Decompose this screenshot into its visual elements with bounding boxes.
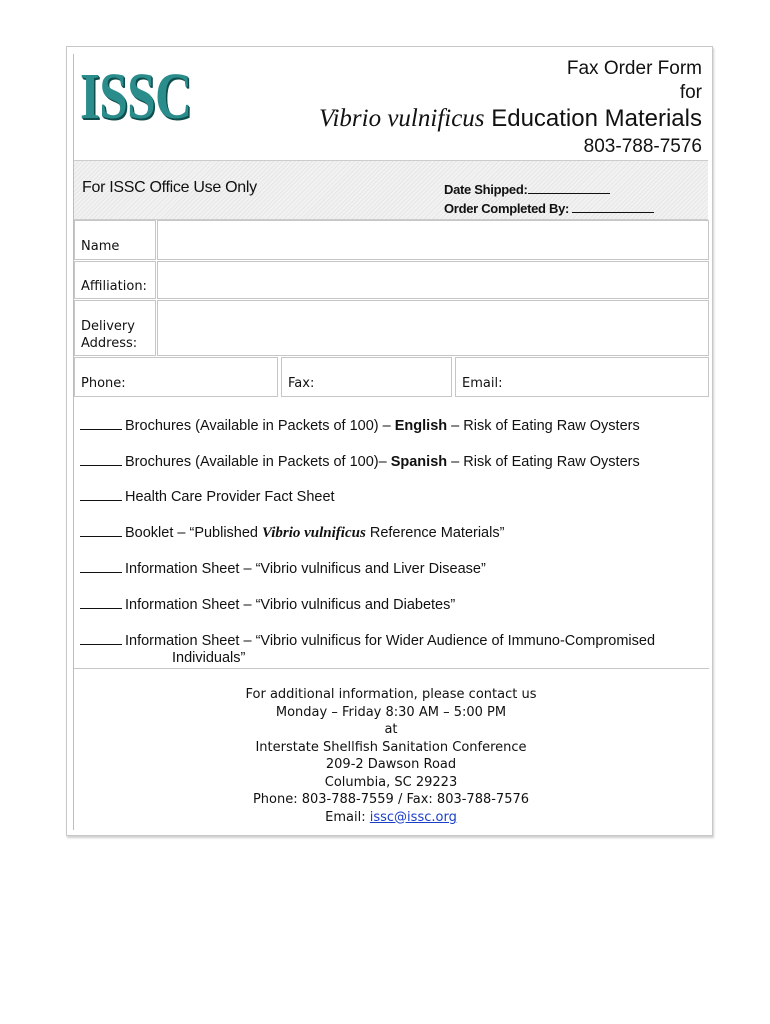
qty-blank[interactable] bbox=[80, 596, 122, 609]
item-diabetes[interactable]: Information Sheet – “Vibrio vulnificus and Diabetes” bbox=[80, 596, 455, 613]
item-immuno-compromised-cont: Individuals” bbox=[172, 650, 246, 666]
title-italic: Vibrio vulnificus bbox=[319, 105, 485, 132]
item-liver-disease[interactable]: Information Sheet – “Vibrio vulnificus and Liver Disease” bbox=[80, 560, 486, 577]
contact-email-line: Email: issc@issc.org bbox=[325, 809, 457, 825]
name-label-cell bbox=[74, 220, 156, 260]
fax-field[interactable] bbox=[281, 357, 452, 397]
office-use-title: For ISSC Office Use Only bbox=[82, 179, 257, 196]
title-rest: Education Materials bbox=[484, 105, 702, 132]
phone-label: Phone: bbox=[81, 376, 126, 391]
fax-label: Fax: bbox=[288, 376, 315, 391]
delivery-label-2: Address: bbox=[81, 336, 138, 351]
header-phone: 803-788-7576 bbox=[583, 136, 702, 157]
item-brochure-spanish[interactable]: Brochures (Available in Packets of 100)– Spanish – Risk of Eating Raw Oysters bbox=[80, 453, 640, 470]
name-field[interactable] bbox=[157, 220, 709, 260]
order-completed-by: Order Completed By: bbox=[444, 200, 654, 216]
qty-blank[interactable] bbox=[80, 453, 122, 466]
item-brochure-english[interactable]: Brochures (Available in Packets of 100) – English – Risk of Eating Raw Oysters bbox=[80, 417, 640, 434]
item-booklet[interactable]: Booklet – “Published Vibrio vulnificus Reference Materials” bbox=[80, 524, 504, 542]
contact-line-4: Interstate Shellfish Sanitation Conference bbox=[255, 739, 527, 755]
form-title-line2: for bbox=[679, 82, 702, 103]
affiliation-field[interactable] bbox=[157, 261, 709, 299]
contact-line-2: Monday – Friday 8:30 AM – 5:00 PM bbox=[275, 704, 507, 720]
email-field[interactable] bbox=[455, 357, 709, 397]
name-label: Name bbox=[81, 239, 120, 254]
item-immuno-compromised[interactable]: Information Sheet – “Vibrio vulnificus for Wider Audience of Immuno-Compromised bbox=[80, 632, 655, 649]
contact-line-5: 209-2 Dawson Road bbox=[325, 757, 457, 772]
affiliation-label: Affiliation: bbox=[81, 279, 147, 294]
contact-info bbox=[74, 686, 708, 826]
delivery-label-cell bbox=[74, 300, 156, 356]
date-shipped: Date Shipped: bbox=[444, 181, 610, 197]
affiliation-label-cell bbox=[74, 261, 156, 299]
item-fact-sheet[interactable]: Health Care Provider Fact Sheet bbox=[80, 488, 335, 505]
office-use-section bbox=[74, 160, 708, 220]
form-title-line1: Fax Order Form bbox=[566, 58, 702, 79]
contact-line-1: For additional information, please contact us bbox=[245, 687, 537, 702]
email-label: Email: bbox=[462, 376, 503, 391]
qty-blank[interactable] bbox=[80, 417, 122, 430]
qty-blank[interactable] bbox=[80, 632, 122, 645]
qty-blank[interactable] bbox=[80, 488, 122, 501]
qty-blank[interactable] bbox=[80, 560, 122, 573]
email-link[interactable]: issc@issc.org bbox=[369, 809, 457, 825]
delivery-label-1: Delivery bbox=[81, 319, 135, 334]
contact-line-7: Phone: 803-788-7559 / Fax: 803-788-7576 bbox=[252, 792, 530, 807]
contact-line-6: Columbia, SC 29223 bbox=[324, 774, 458, 790]
issc-logo: ISSC bbox=[80, 60, 192, 133]
contact-line-3: at bbox=[384, 722, 398, 737]
phone-field[interactable] bbox=[74, 357, 278, 397]
form-title-main bbox=[319, 105, 702, 133]
qty-blank[interactable] bbox=[80, 524, 122, 537]
delivery-address-field[interactable] bbox=[157, 300, 709, 356]
contact-divider bbox=[74, 668, 709, 669]
